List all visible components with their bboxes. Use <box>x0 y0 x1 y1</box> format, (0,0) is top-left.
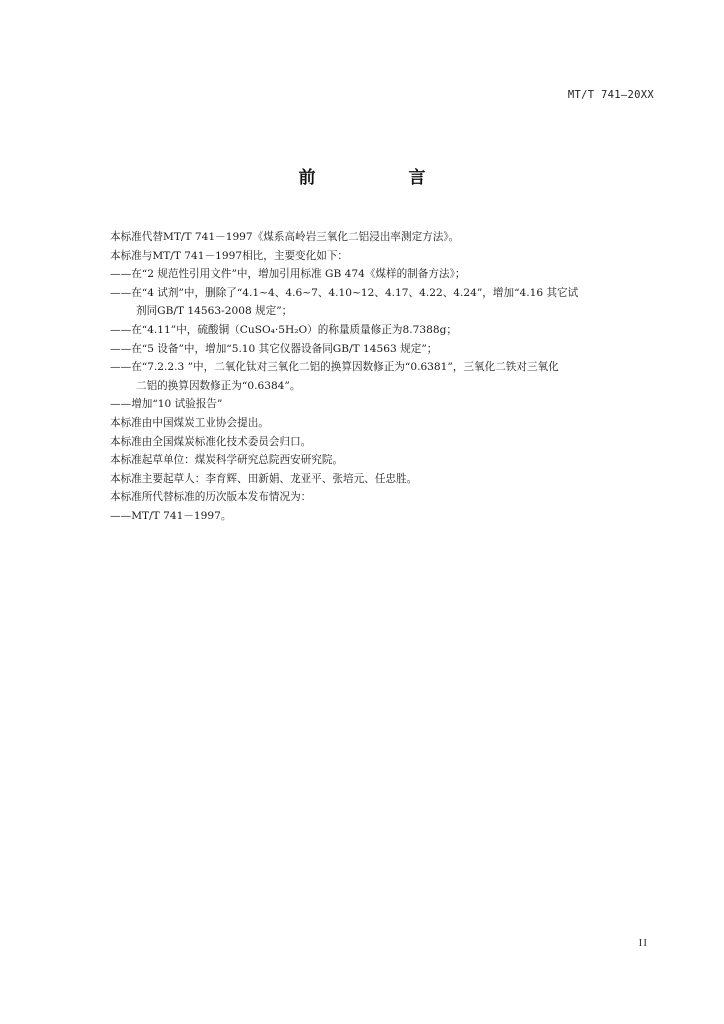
standard-code-header: MT/T 741—20XX <box>567 89 654 101</box>
page-title: 前 言 <box>298 168 464 188</box>
foreword-line: 本标准由全国煤炭标准化技术委员会归口。 <box>110 435 312 448</box>
foreword-line: ——MT/T 741－1997。 <box>110 509 232 522</box>
page-number: II <box>638 937 648 949</box>
foreword-line-continuation: 剂同GB/T 14563-2008 规定”； <box>136 305 293 318</box>
foreword-line: ——在“4.11”中，硫酸铜（CuSO₄·5H₂O）的称量质量修正为8.7388g； <box>110 323 457 336</box>
foreword-line: ——在“4 试剂”中，删除了“4.1~4、4.6~7、4.10~12、4.17、4.22、4.24”，增加“4.16 其它试 <box>110 286 579 299</box>
foreword-line: 本标准与MT/T 741－1997相比，主要变化如下： <box>110 249 349 262</box>
foreword-line: 本标准主要起草人：李育辉、田新娟、龙亚平、张培元、任忠胜。 <box>110 472 418 485</box>
foreword-line-continuation: 二铝的换算因数修正为“0.6384”。 <box>136 379 301 392</box>
header-divider <box>110 104 655 105</box>
foreword-line: 本标准起草单位：煤炭科学研究总院西安研究院。 <box>110 454 344 467</box>
foreword-line: ——增加“10 试验报告” <box>110 398 223 411</box>
foreword-line: 本标准由中国煤炭工业协会提出。 <box>110 416 269 429</box>
foreword-line: ——在“2 规范性引用文件”中，增加引用标准 GB 474《煤样的制备方法》； <box>110 268 466 281</box>
foreword-line: 本标准代替MT/T 741－1997《煤系高岭岩三氧化二铝浸出率测定方法》。 <box>110 231 460 243</box>
foreword-line: ——在“5 设备”中，增加“5.10 其它仪器设备同GB/T 14563 规定”； <box>110 342 438 355</box>
foreword-line: 本标准所代替标准的历次版本发布情况为： <box>110 491 312 504</box>
foreword-line: ——在“7.2.2.3 ”中，二氧化钛对三氧化二铝的换算因数修正为“0.6381”，三氧化二铁对三氧化 <box>110 361 559 374</box>
foreword-body <box>110 228 660 526</box>
